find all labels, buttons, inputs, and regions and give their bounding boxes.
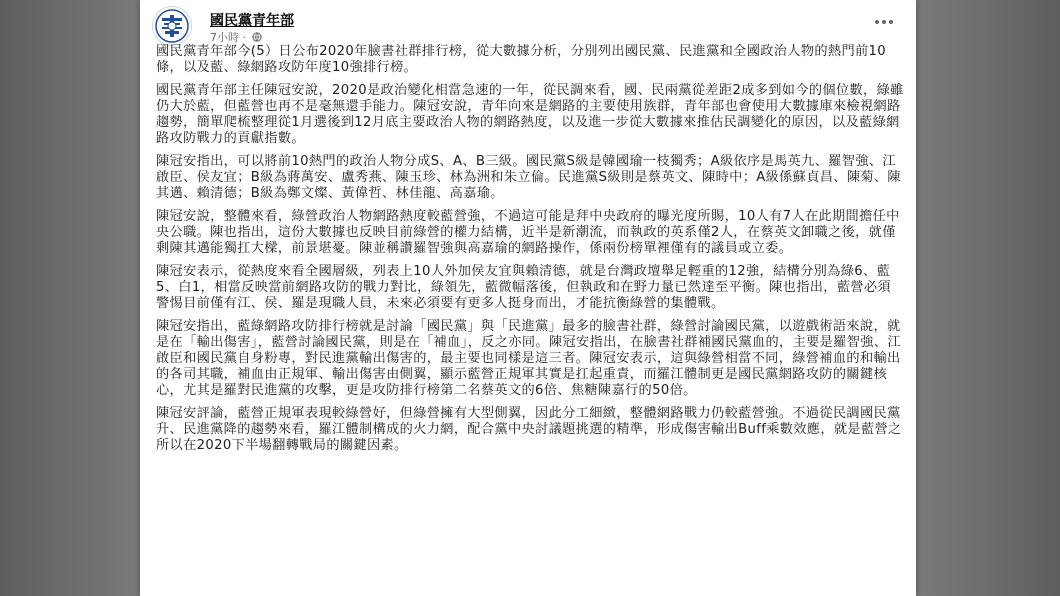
post-paragraph-2: 國民黨青年部主任陳冠安說，2020是政治變化相當急速的一年，從民調來看，國、民兩黨從差距2成多到如今的個位數，綠雖仍大於藍，但藍營也再不是毫無還手能力。陳冠安說，青年向來是網路的主要使用族群，青年部也會使用大數據庫來檢視網路趨勢，簡單爬梳整理從1月選後到12月底主要政治人物的網路熱度，以及進一步從大數據來推估民調變化的原因，以及藍綠網路攻防戰力的貢獻指數。 [156, 83, 904, 146]
more-dot [875, 20, 879, 24]
post-header [152, 6, 904, 44]
post-paragraph-4: 陳冠安說，整體來看，綠營政治人物網路熱度較藍營強，不過這可能是拜中央政府的曝光度所賜，10人有7人在此期間擔任中央公職。陳也指出，這份大數據也反映目前綠營的權力結構，近半是新潮流，而執政的英系僅2人，在蔡英文卸職之後，就僅剩陳其邁能獨扛大樑，前景堪憂。陳並稱讚羅智強與高嘉瑜的網路操作，係兩份榜單裡僅有的議員或立委。 [156, 209, 900, 256]
more-dot [889, 20, 893, 24]
more-dot [882, 20, 886, 24]
post-meta [210, 29, 262, 45]
page-avatar[interactable] [152, 6, 192, 46]
globe-icon [252, 32, 262, 42]
facebook-post-card [140, 0, 916, 596]
post-paragraph-6: 陳冠安指出，藍綠網路攻防排行榜就是討論「國民黨」與「民進黨」最多的臉書社群，綠營討論國民黨，以遊戲術語來說，就是在「輸出傷害」，藍營討論國民黨，則是在「補血」，反之亦同。陳冠安指出，在臉書社群補國民黨血的，主要是羅智強、江啟臣和國民黨自身粉專，對民進黨輸出傷害的，最主要也同樣是這三者。陳冠安表示，這與綠營相當不同，綠營補血的和輸出的各司其職，補血由正規軍、輸出傷害由側翼，顯示藍營正規軍其實是扛起重責，而羅江體制更是國民黨網路攻防的關鍵核心，尤其是羅對民進黨的攻擊，更是攻防排行榜第二名蔡英文的6倍、焦糖陳嘉行的50倍。 [156, 319, 901, 398]
kmt-emblem-icon [153, 7, 191, 45]
post-time[interactable]: 7小時 · [210, 31, 250, 44]
more-options-icon[interactable] [870, 14, 898, 30]
post-paragraph-5: 陳冠安表示，從熱度來看全國層級，列表上10人外加侯友宜與賴清德，就是台灣政壇舉足輕重的12強，結構分別為綠6、藍5、白1，相當反映當前網路攻防的戰力對比，綠領先，藍微幅落後，但執政和在野力量已然達至平衡。陳也指出，藍營必須警惕目前僅有江、侯、羅是現職人員，未來必須要有更多人挺身而出，才能抗衡綠營的集體戰。 [156, 264, 891, 311]
page-name-link[interactable]: 國民黨青年部 [210, 13, 294, 29]
post-body [156, 44, 904, 461]
post-paragraph-7: 陳冠安評論，藍營正規軍表現較綠營好，但綠營擁有大型側翼，因此分工細緻，整體網路戰力仍較藍營強。不過從民調國民黨升、民進黨降的趨勢來看，羅江體制構成的火力網，配合黨中央討議題挑選的精準，形成傷害輸出Buff乘數效應，就是藍營之所以在2020下半場翻轉戰局的關鍵因素。 [156, 406, 902, 453]
post-paragraph-1: 國民黨青年部今(5）日公布2020年臉書社群排行榜，從大數據分析，分別列出國民黨、民進黨和全國政治人物的熱門前10條，以及藍、綠網路攻防年度10強排行榜。 [156, 44, 887, 75]
post-paragraph-3: 陳冠安指出，可以將前10熱門的政治人物分成S、A、B三級。國民黨S級是韓國瑜一枝獨秀；A級依序是馬英九、羅智強、江啟臣、侯友宜；B級為蔣萬安、盧秀燕、陳玉珍、林為洲和朱立倫。民進黨S級則是蔡英文、陳時中；A級係蘇貞昌、陳菊、陳其邁、賴清德；B級為鄭文燦、黃偉哲、林佳龍、高嘉瑜。 [156, 154, 901, 201]
